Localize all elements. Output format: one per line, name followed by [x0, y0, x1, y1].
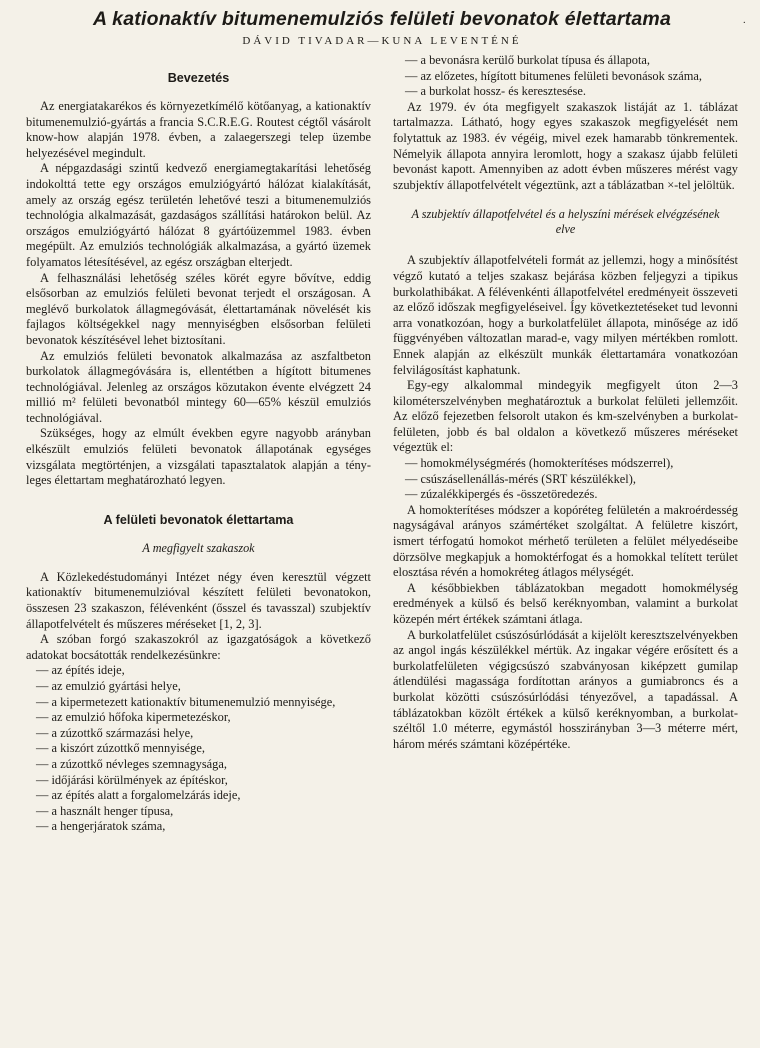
- list-item: — a zúzottkő származási helye,: [36, 725, 194, 740]
- subheading-observed-sections: A megfigyelt szakaszok: [142, 540, 255, 555]
- list-item: — a hengerjáratok száma,: [36, 819, 166, 834]
- list-item: — az építés ideje,: [36, 663, 125, 678]
- paragraph: A felhasználási lehetőség széles körét egyre bővítve, eddig elsősorban az emulziós felületi bevonat terjedt el országosan. A meglévő burkolatok állagmegóvását, élettartamának növelését kis fajlagos költségekkel nagy mennyiségben elsősorban felületi bevonatok készítésével lehet biztosítani.: [26, 270, 371, 347]
- paragraph: Egy-egy alkalommal mindegyik megfigyelt úton 2—3 kilométerszelvényben meghatároztuk a burkolat felületi jellemzőit. Az előző fejezetben felsorolt utakon és km-szelvényben a burkolatfelületen, jobb és bal oldalon a következő műszeres méréseket végeztük el:: [393, 378, 738, 455]
- paragraph: A homokterítéses módszer a kopóréteg felületén a makroérdesség nagyságával arányos számértéket szolgáltat. A felületre kiszórt, ismert térfogatú homokot mérhető területen a felület mélyedéseibe dörzsölve megkapjuk a homoktérfogat és a homokkal telített terület elosztása révén a homokréteg átlagos mélységét.: [393, 502, 738, 580]
- heading-introduction: Bevezetés: [167, 71, 230, 85]
- heading-lifetime: A felületi bevonatok élettartama: [103, 512, 294, 527]
- paragraph: A Közlekedéstudományi Intézet négy éven keresztül végzett kationaktív bitumenemulzióval készített felületi bevonatokon, összesen 23 szakaszon, félévenként (ősszel és tavasszal) szubjektív állapotfelvételt és műszeres méréseket [1, 2, 3].: [26, 569, 371, 631]
- list-item: — zúzalékkipergés és -összetöredezés.: [405, 487, 598, 502]
- list-item: — az emulzió hőfoka kipermetezéskor,: [36, 710, 231, 725]
- list-item: — az építés alatt a forgalomelzárás ideje,: [36, 788, 241, 803]
- paragraph: A népgazdasági szintű kedvező energiamegtakarítási lehetőség indokolttá tette egy országos emulziógyártó hálózat kialakítását, amely az ország egész területén lehetővé teszi a bitumenemulziós technológia alkalmazását, gazdaságos szállítási határokon belül. Az országos emulziógyártó hálózat 8 gyártóüzemmel 1983. évben megépült. Az emulziós technológiák alkalmazása, a gyártó üzemek folyamatos létesítésével, az egész országban elterjedt.: [26, 161, 371, 269]
- subheading-subjective-survey: A szubjektív állapotfelvétel és a helyszíni mérések elvégzésének elve: [411, 207, 720, 237]
- paragraph: A szóban forgó szakaszokról az igazgatóságok a következő adatokat bocsátották rendelkezésünkre:: [26, 632, 371, 662]
- list-item: — a kipermetezett kationaktív bitumenemulzió mennyisége,: [36, 694, 336, 709]
- list-item: — a használt henger típusa,: [36, 803, 174, 818]
- measurement-list: [393, 456, 738, 503]
- paragraph: Az energiatakarékos és környezetkímélő kötőanyag, a kationaktív bitumenemulzió-gyártás a francia S.C.R.E.G. Routest cégtől vásárolt know-how alapján 1978. évben, a zalaegerszegi telep üzembe helyezésével megindult.: [26, 99, 371, 160]
- spacer: [26, 489, 371, 503]
- list-item: — a burkolat hossz- és keresztesése.: [405, 84, 586, 99]
- paragraph: A későbbiekben táblázatokban megadott homokmélység eredmények a külső és belső keréknyomban, valamint a burkolat közepén mért értékek számtani átlaga.: [393, 580, 738, 626]
- paragraph: Szükséges, hogy az elmúlt években egyre nagyobb arányban elkészült emulziós felületi bevonatok állapotának egységes vizsgálata megtörténjen, a vizsgálati tapasztalatok alapján a tényleges élettartam meghatározható legyen.: [26, 426, 371, 488]
- list-item: — időjárási körülmények az építéskor,: [36, 772, 228, 787]
- list-item: — az emulzió gyártási helye,: [36, 679, 181, 693]
- article-authors: DÁVID TIVADAR—KUNA LEVENTÉNÉ: [242, 35, 522, 47]
- article-body: [26, 53, 738, 835]
- paragraph: A burkolatfelület csúszósúrlódását a kijelölt keresztszelvényekben az angol ingás készülékkel mértük. Az ingakar végére erősített és a burkolatfelületen végigcsúszó szabványosan kiképzett gumilap átlendülési magassága fordítottan arányos a gumiabroncs és a burkolat közötti csúszósúrlódási tényezővel, a tapadással. A táblázatokban közölt értékek a külső keréknyomban, a burkolatszéltől 1.0 méterre, egymástól hosszirányban 3—3 méterre mért, három mérés számtani középértéke.: [393, 627, 738, 751]
- right-column: [393, 53, 738, 835]
- data-list-continued: [393, 53, 738, 100]
- list-item: — a kiszórt zúzottkő mennyisége,: [36, 741, 205, 756]
- list-item: — homokmélységmérés (homokterítéses módszerrel),: [405, 456, 674, 471]
- list-item: — csúszásellenállás-mérés (SRT készülékkel),: [405, 471, 636, 486]
- data-list: [26, 663, 371, 835]
- left-column: [26, 53, 371, 835]
- paragraph: Az emulziós felületi bevonatok alkalmazása az aszfaltbeton burkolatok állagmegóvására is, ellentétben a hígított bitumenes technológiával. Jelenleg az országos közutakon évente elvégzett 24 millió m² felületi bevonatból mintegy 60—65% készül emulziós technológiával.: [26, 348, 371, 425]
- paragraph: Az 1979. év óta megfigyelt szakaszok listáját az 1. táblázat tartalmazza. Látható, hogy egyes szakaszok megfigyelését nem folytattuk az 1983. év végéig, mivel ezek hamarabb tönkrementek. Némelyik állapota annyira leromlott, hogy a szakasz újabb felületi bevonást kapott. Amennyiben az adott évben műszeres mérést vagy szubjektív állapotfelvételt végeztünk, azt a táblázatban ×-tel jelöltük.: [393, 99, 738, 192]
- list-item: — a zúzottkő névleges szemnagysága,: [36, 756, 227, 771]
- paragraph: A szubjektív állapotfelvételi formát az jellemzi, hogy a minősítést végző kutató a teljes szakasz bejárása közben feljegyzi a tipikus burkolathibákat. A félévenkénti állapotfelvétel eredményeit összeveti az előző időszak megfigyeléseivel. Így következtetéseket tud levonni arra vonatkozóan, hogy a burkolatfelület állapota, minősége az idő függvényében változatlan marad-e, vagy milyen mértékben romlott. Ennek alapján az elkészült munkák élettartamára vonatkozóan felvilágosítást kaphatunk.: [393, 253, 738, 377]
- list-item: — az előzetes, hígított bitumenes felületi bevonások száma,: [405, 68, 702, 83]
- list-item: — a bevonásra kerülő burkolat típusa és állapota,: [405, 53, 650, 67]
- corner-mark: ·: [742, 18, 746, 29]
- article-title: A kationaktív bitumenemulziós felületi bevonatok élettartama: [93, 8, 671, 30]
